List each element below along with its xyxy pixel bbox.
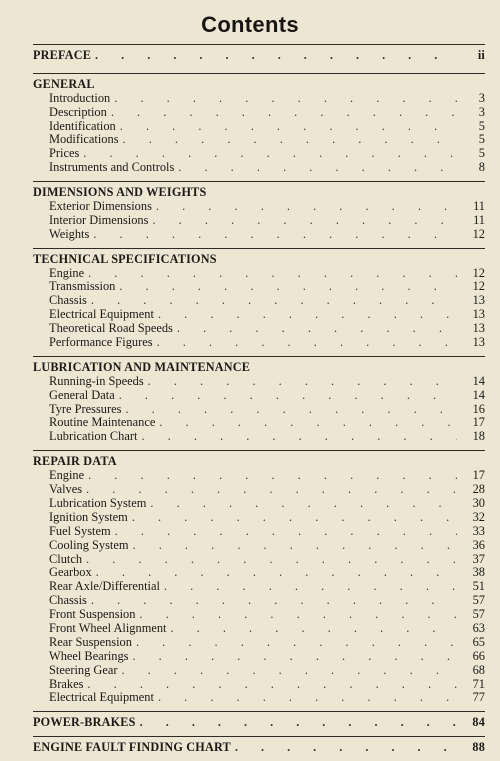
- toc-page-number: 3: [478, 104, 485, 119]
- toc-entry[interactable]: [33, 228, 485, 242]
- toc-heading-power-brakes[interactable]: [33, 716, 485, 730]
- toc-entry-label: Electrical Equipment: [49, 690, 154, 705]
- dot-leader: [141, 430, 457, 444]
- toc-page-number: 13: [472, 307, 485, 322]
- toc-page-number: 51: [472, 579, 485, 594]
- dot-leader: [120, 120, 457, 134]
- toc-entry[interactable]: [33, 553, 485, 567]
- dot-leader: [125, 403, 457, 417]
- section-technical-specifications: [33, 248, 485, 350]
- section-dimensions-and-weights: [33, 181, 485, 242]
- dot-leader: [93, 228, 457, 242]
- toc-entry[interactable]: [33, 594, 485, 608]
- dot-leader: [132, 511, 457, 525]
- toc-entry[interactable]: [33, 375, 485, 389]
- dot-leader: [88, 469, 457, 483]
- toc-entry[interactable]: [33, 483, 485, 497]
- toc-entry[interactable]: [33, 267, 485, 281]
- dot-leader: [159, 416, 457, 430]
- toc-heading-preface[interactable]: [33, 49, 485, 63]
- toc-page-number: 71: [472, 676, 485, 691]
- toc-entry-label: Ignition System: [49, 509, 128, 524]
- toc-entry-label: Modifications: [49, 132, 119, 147]
- dot-leader: [95, 49, 457, 63]
- toc-page-number: 28: [472, 482, 485, 497]
- toc-entry[interactable]: [33, 336, 485, 350]
- toc-page-number: 57: [472, 607, 485, 622]
- toc-entry-label: Prices: [49, 146, 80, 161]
- section-lubrication-and-maintenance: [33, 356, 485, 444]
- toc-entry-label: Rear Suspension: [49, 634, 132, 649]
- toc-heading-label: PREFACE: [33, 48, 92, 62]
- toc-entry-label: Performance Figures: [49, 335, 153, 350]
- toc-entry-label: Engine: [49, 468, 85, 483]
- toc-entry[interactable]: [33, 280, 485, 294]
- toc-heading-label: ENGINE FAULT FINDING CHART: [33, 740, 231, 755]
- toc-entry-label: Description: [49, 104, 107, 119]
- toc-page-number: 84: [472, 715, 485, 730]
- toc-heading-engine-fault-finding-chart[interactable]: [33, 741, 485, 755]
- dot-leader: [152, 214, 457, 228]
- section-heading: TECHNICAL SPECIFICATIONS: [33, 251, 217, 266]
- toc-page-number: 18: [472, 429, 485, 444]
- toc-page-number: 12: [472, 279, 485, 294]
- toc-entry-label: Rear Axle/Differential: [49, 579, 160, 594]
- toc-entry-label: Steering Gear: [49, 662, 118, 677]
- toc-page-number: 5: [478, 118, 485, 133]
- dot-leader: [96, 566, 457, 580]
- toc-entry-label: Lubrication Chart: [49, 429, 138, 444]
- toc-entry[interactable]: [33, 622, 485, 636]
- toc-entry[interactable]: [33, 430, 485, 444]
- toc-entry[interactable]: [33, 214, 485, 228]
- toc-page-number: 77: [472, 690, 485, 705]
- toc-entry[interactable]: [33, 200, 485, 214]
- dot-leader: [91, 294, 457, 308]
- toc-entry-label: Gearbox: [49, 565, 92, 580]
- dot-leader: [111, 106, 457, 120]
- dot-leader: [91, 594, 457, 608]
- toc-page-number: 38: [472, 565, 485, 580]
- toc-heading-label: POWER-BRAKES: [33, 715, 136, 730]
- toc-entry-label: Chassis: [49, 593, 87, 608]
- dot-leader: [87, 678, 457, 692]
- toc-page-number: 13: [472, 293, 485, 308]
- toc-page-number: 17: [472, 468, 485, 483]
- preface-section: [33, 44, 485, 67]
- toc-entry-label: Wheel Bearings: [49, 648, 129, 663]
- toc-entry[interactable]: [33, 566, 485, 580]
- dot-leader: [123, 133, 457, 147]
- dot-leader: [148, 375, 457, 389]
- section-repair-data: [33, 450, 485, 705]
- toc-entry[interactable]: [33, 497, 485, 511]
- toc-entry-label: Running-in Speeds: [49, 373, 144, 388]
- toc-page-number: 3: [478, 90, 485, 105]
- dot-leader: [177, 322, 457, 336]
- toc-page-number: 11: [473, 212, 485, 227]
- toc-entry-label: Routine Maintenance: [49, 415, 156, 430]
- toc-entry[interactable]: [33, 161, 485, 175]
- toc-entry[interactable]: [33, 664, 485, 678]
- section-general: [33, 73, 485, 175]
- dot-leader: [133, 539, 457, 553]
- dot-leader: [158, 691, 457, 705]
- toc-entry[interactable]: [33, 416, 485, 430]
- dot-leader: [114, 92, 457, 106]
- toc-page-number: 13: [472, 335, 485, 350]
- toc-entry[interactable]: [33, 539, 485, 553]
- dot-leader: [121, 664, 457, 678]
- dot-leader: [119, 389, 457, 403]
- dot-leader: [150, 497, 457, 511]
- toc-page-number: 11: [473, 199, 485, 214]
- table-of-contents: [33, 44, 485, 761]
- toc-entry[interactable]: [33, 691, 485, 705]
- toc-page-number: 65: [472, 634, 485, 649]
- toc-page-number: 12: [472, 226, 485, 241]
- dot-leader: [119, 280, 457, 294]
- toc-page-number: 66: [472, 648, 485, 663]
- toc-entry[interactable]: [33, 650, 485, 664]
- toc-entry-label: Exterior Dimensions: [49, 199, 152, 214]
- section-power-brakes: [33, 711, 485, 730]
- toc-page-number: 57: [472, 593, 485, 608]
- toc-entry-label: Front Wheel Alignment: [49, 620, 167, 635]
- toc-page-number: 88: [472, 740, 485, 755]
- dot-leader: [178, 161, 457, 175]
- toc-page-number: 13: [472, 321, 485, 336]
- toc-page-number: 36: [472, 537, 485, 552]
- dot-leader: [132, 650, 457, 664]
- dot-leader: [88, 267, 457, 281]
- dot-leader: [115, 525, 457, 539]
- dot-leader: [158, 308, 457, 322]
- toc-entry-label: Lubrication System: [49, 495, 147, 510]
- toc-entry-label: Brakes: [49, 676, 84, 691]
- dot-leader: [170, 622, 457, 636]
- dot-leader: [156, 200, 457, 214]
- dot-leader: [164, 580, 457, 594]
- toc-entry[interactable]: [33, 389, 485, 403]
- toc-entry[interactable]: [33, 294, 485, 308]
- toc-entry-label: Engine: [49, 265, 85, 280]
- dot-leader: [86, 483, 457, 497]
- toc-entry[interactable]: [33, 511, 485, 525]
- dot-leader: [83, 147, 457, 161]
- dot-leader: [157, 336, 457, 350]
- toc-page-number: 5: [478, 132, 485, 147]
- dot-leader: [86, 553, 457, 567]
- toc-entry-label: Instruments and Controls: [49, 160, 175, 175]
- toc-page-number: 63: [472, 620, 485, 635]
- toc-entry[interactable]: [33, 525, 485, 539]
- toc-entry[interactable]: [33, 147, 485, 161]
- toc-entry-label: Transmission: [49, 279, 116, 294]
- toc-entry-label: Weights: [49, 226, 90, 241]
- toc-page-number: 17: [472, 415, 485, 430]
- toc-entry[interactable]: [33, 469, 485, 483]
- toc-entry-label: Valves: [49, 482, 83, 497]
- section-heading: LUBRICATION AND MAINTENANCE: [33, 359, 251, 374]
- toc-page-number: 12: [472, 265, 485, 280]
- toc-entry-label: Clutch: [49, 551, 83, 566]
- toc-entry-label: Identification: [49, 118, 116, 133]
- toc-entry-label: Fuel System: [49, 523, 111, 538]
- toc-page-number: 33: [472, 523, 485, 538]
- toc-page-number: 16: [472, 401, 485, 416]
- toc-entry[interactable]: [33, 92, 485, 106]
- toc-entry[interactable]: [33, 678, 485, 692]
- dot-leader: [139, 608, 457, 622]
- toc-entry[interactable]: [33, 636, 485, 650]
- dot-leader: [235, 741, 457, 755]
- section-heading: GENERAL: [33, 76, 95, 91]
- toc-entry-label: Interior Dimensions: [49, 212, 149, 227]
- dot-leader: [136, 636, 457, 650]
- toc-page-number: 30: [472, 495, 485, 510]
- toc-page-number: 68: [472, 662, 485, 677]
- toc-entry-label: Theoretical Road Speeds: [49, 321, 173, 336]
- toc-entry-label: Introduction: [49, 90, 111, 105]
- toc-entry-label: Electrical Equipment: [49, 307, 154, 322]
- toc-page-number: ii: [477, 48, 485, 62]
- toc-entry-label: Cooling System: [49, 537, 129, 552]
- toc-entry-label: General Data: [49, 387, 115, 402]
- toc-page-number: 32: [472, 509, 485, 524]
- toc-page-number: 8: [478, 160, 485, 175]
- toc-entry[interactable]: [33, 120, 485, 134]
- toc-page-number: 5: [478, 146, 485, 161]
- toc-entry-label: Chassis: [49, 293, 87, 308]
- toc-page-number: 14: [472, 373, 485, 388]
- section-heading: DIMENSIONS AND WEIGHTS: [33, 185, 207, 200]
- toc-page-number: 14: [472, 387, 485, 402]
- page-title: Contents: [201, 12, 299, 37]
- section-engine-fault-finding-chart: [33, 736, 485, 755]
- section-heading: REPAIR DATA: [33, 454, 117, 469]
- toc-entry[interactable]: [33, 106, 485, 120]
- toc-entry-label: Front Suspension: [49, 607, 136, 622]
- toc-entry[interactable]: [33, 580, 485, 594]
- toc-entry[interactable]: [33, 308, 485, 322]
- toc-entry[interactable]: [33, 322, 485, 336]
- toc-entry[interactable]: [33, 608, 485, 622]
- toc-entry-label: Tyre Pressures: [49, 401, 122, 416]
- toc-entry[interactable]: [33, 133, 485, 147]
- dot-leader: [140, 716, 457, 730]
- toc-page-number: 37: [472, 551, 485, 566]
- toc-entry[interactable]: [33, 403, 485, 417]
